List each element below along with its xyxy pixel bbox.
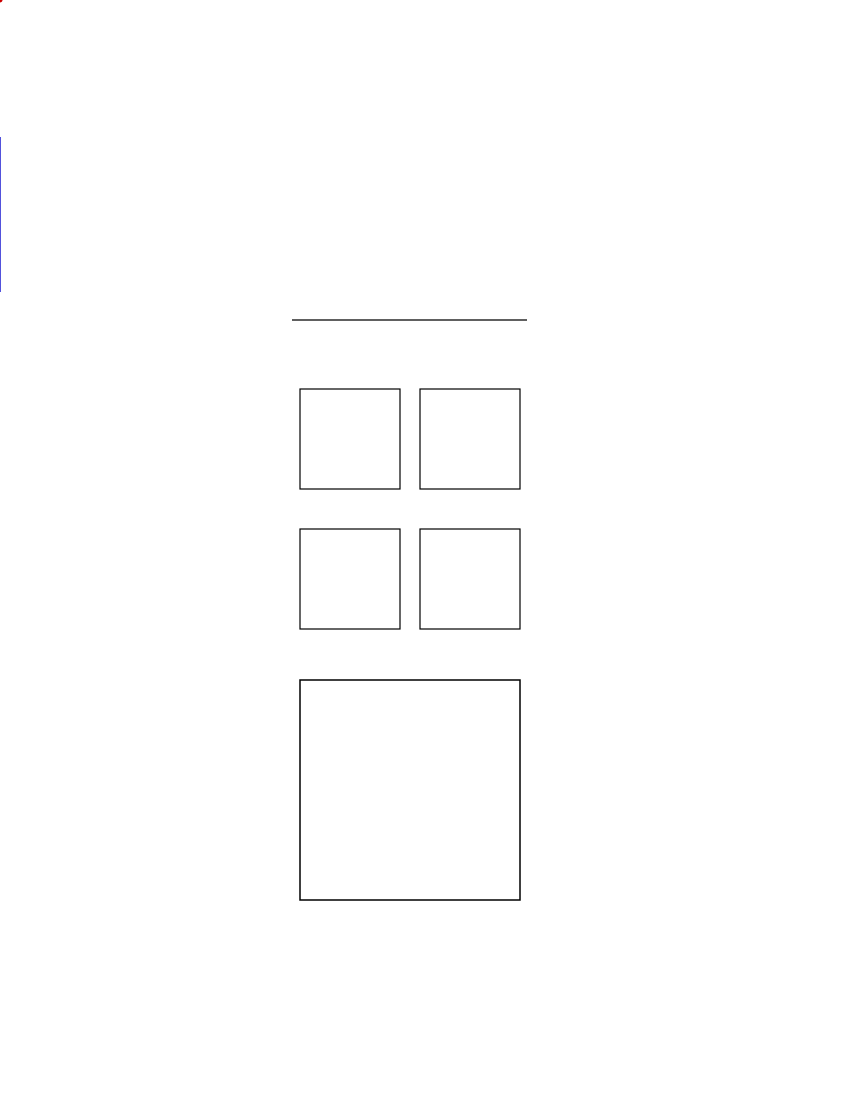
waveform-panels (300, 389, 520, 489)
best-fit-marker (0, 0, 3, 3)
particle-motion-box-left (300, 529, 400, 629)
waveform-box-right (420, 389, 520, 489)
waveform-box-left (300, 389, 400, 489)
particle-motion-panels (300, 529, 520, 629)
particle-motion-box-right (420, 529, 520, 629)
trace-panel (0, 137, 527, 320)
contour-frame (300, 680, 520, 900)
